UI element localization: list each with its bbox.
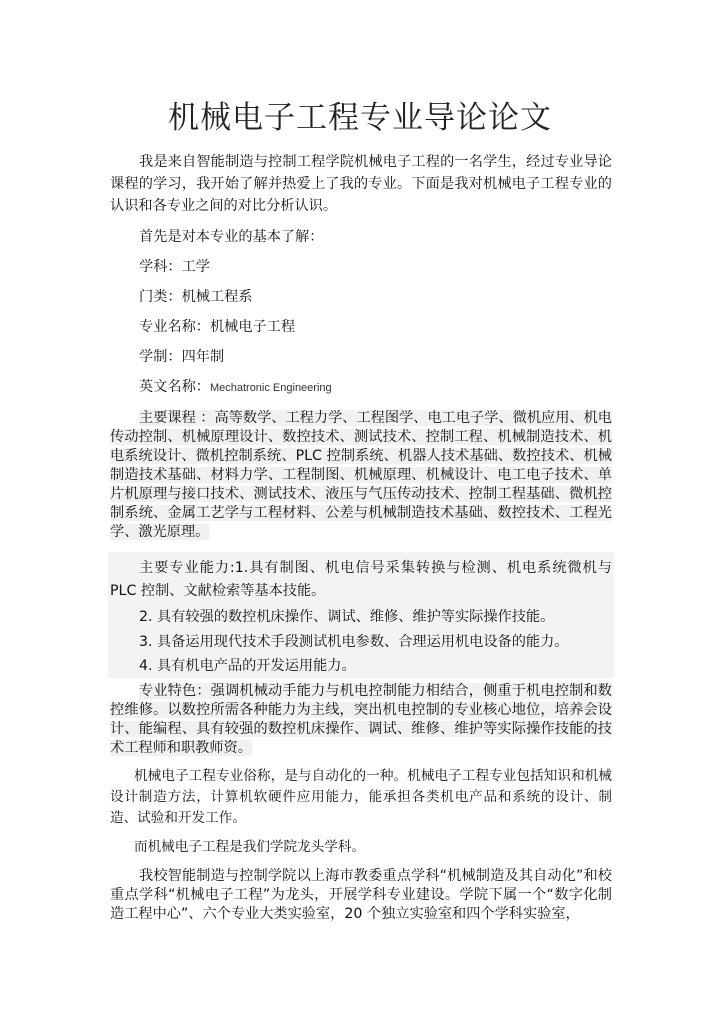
fact-value: 四年制 — [181, 349, 225, 365]
courses-text: 主要课程 ：高等数学、工程力学、工程图学、电工电子学、微机应用、机电传动控制、机械原理设计、数控技术、测试技术、控制工程、机械制造技术、机电系统设计、微机控制系统、PLC 控制系统、机器人技术基础、数控技术、机械制造技术基础、材料力学、工程制图、机械原理、机械设计、电工电子技术、单片机原理与接口技术、测试技术、液压与气压传动技术、控制工程基础、微机控制系统、金属工艺学与工程材料、公差与机械制造技术基础、数控技术、工程光学、激光原理。 — [110, 410, 612, 540]
fact-english-name — [110, 377, 612, 398]
fact-label: 专业名称： — [139, 319, 210, 335]
leading-paragraph: 而机械电子工程是我们学院龙头学科。 — [134, 839, 366, 855]
fact-duration — [110, 347, 612, 367]
description-paragraph: 机械电子工程专业俗称，是与自动化的一种。机械电子工程专业包括知识和机械设计制造方法，计算机软硬件应用能力，能承担各类机电产品和系统的设计、制造、试验和开发工作。 — [110, 768, 612, 826]
fact-value: Mechatronic Engineering — [209, 382, 332, 394]
fact-label: 学科： — [139, 259, 182, 275]
courses-paragraph — [110, 409, 612, 542]
fact-discipline — [110, 257, 612, 277]
ability-2: 2. 具有较强的数控机床操作、调试、维修、维护等实际操作技能。 — [139, 609, 555, 625]
features-paragraph — [110, 682, 612, 758]
intro-paragraph: 我是来自智能制造与控制工程学院机械电子工程的一名学生，经过专业导论课程的学习，我开始了解并热爱上了我的专业。下面是我对机械电子工程专业的认识和各专业之间的对比分析认识。 — [110, 154, 612, 214]
fact-category — [110, 287, 612, 307]
fact-label: 学制： — [139, 349, 182, 365]
ability-4: 4. 具有机电产品的开发运用能力。 — [139, 658, 356, 674]
fact-major-name — [110, 317, 612, 337]
fact-value: 机械工程系 — [181, 289, 253, 305]
fact-value: 工学 — [181, 259, 210, 275]
school-paragraph: 我校智能制造与控制学院以上海市教委重点学科“机械制造及其自动化”和校重点学科“机械电子工程”为龙头，开展学科专业建设。学院下属一个“数字化制造工程中心”、六个专业大类实验室，20 个独立实验室和四个学科实验室， — [110, 868, 612, 922]
ability-3: 3. 具备运用现代技术手段测试机电参数、合理运用机电设备的能力。 — [139, 634, 569, 650]
basics-heading: 首先是对本专业的基本了解： — [139, 229, 324, 245]
fact-value: 机械电子工程 — [209, 319, 296, 335]
ability-1: 主要专业能力:1.具有制图、机电信号采集转换与检测、机电系统微机与 PLC 控制、文献检索等基本技能。 — [110, 560, 612, 599]
fact-label: 门类： — [139, 289, 182, 305]
document-title: 机械电子工程专业导论论文 — [168, 100, 552, 136]
features-text: 专业特色：强调机械动手能力与机电控制能力相结合，侧重于机电控制和数控维修。以数控所需各种能力为主线，突出机电控制的专业核心地位，培养会设计、能编程、具有较强的数控机床操作、调试、维修、维护等实际操作技能的技术工程师和职教师资。 — [110, 683, 612, 756]
fact-label: 英文名称： — [139, 379, 210, 395]
